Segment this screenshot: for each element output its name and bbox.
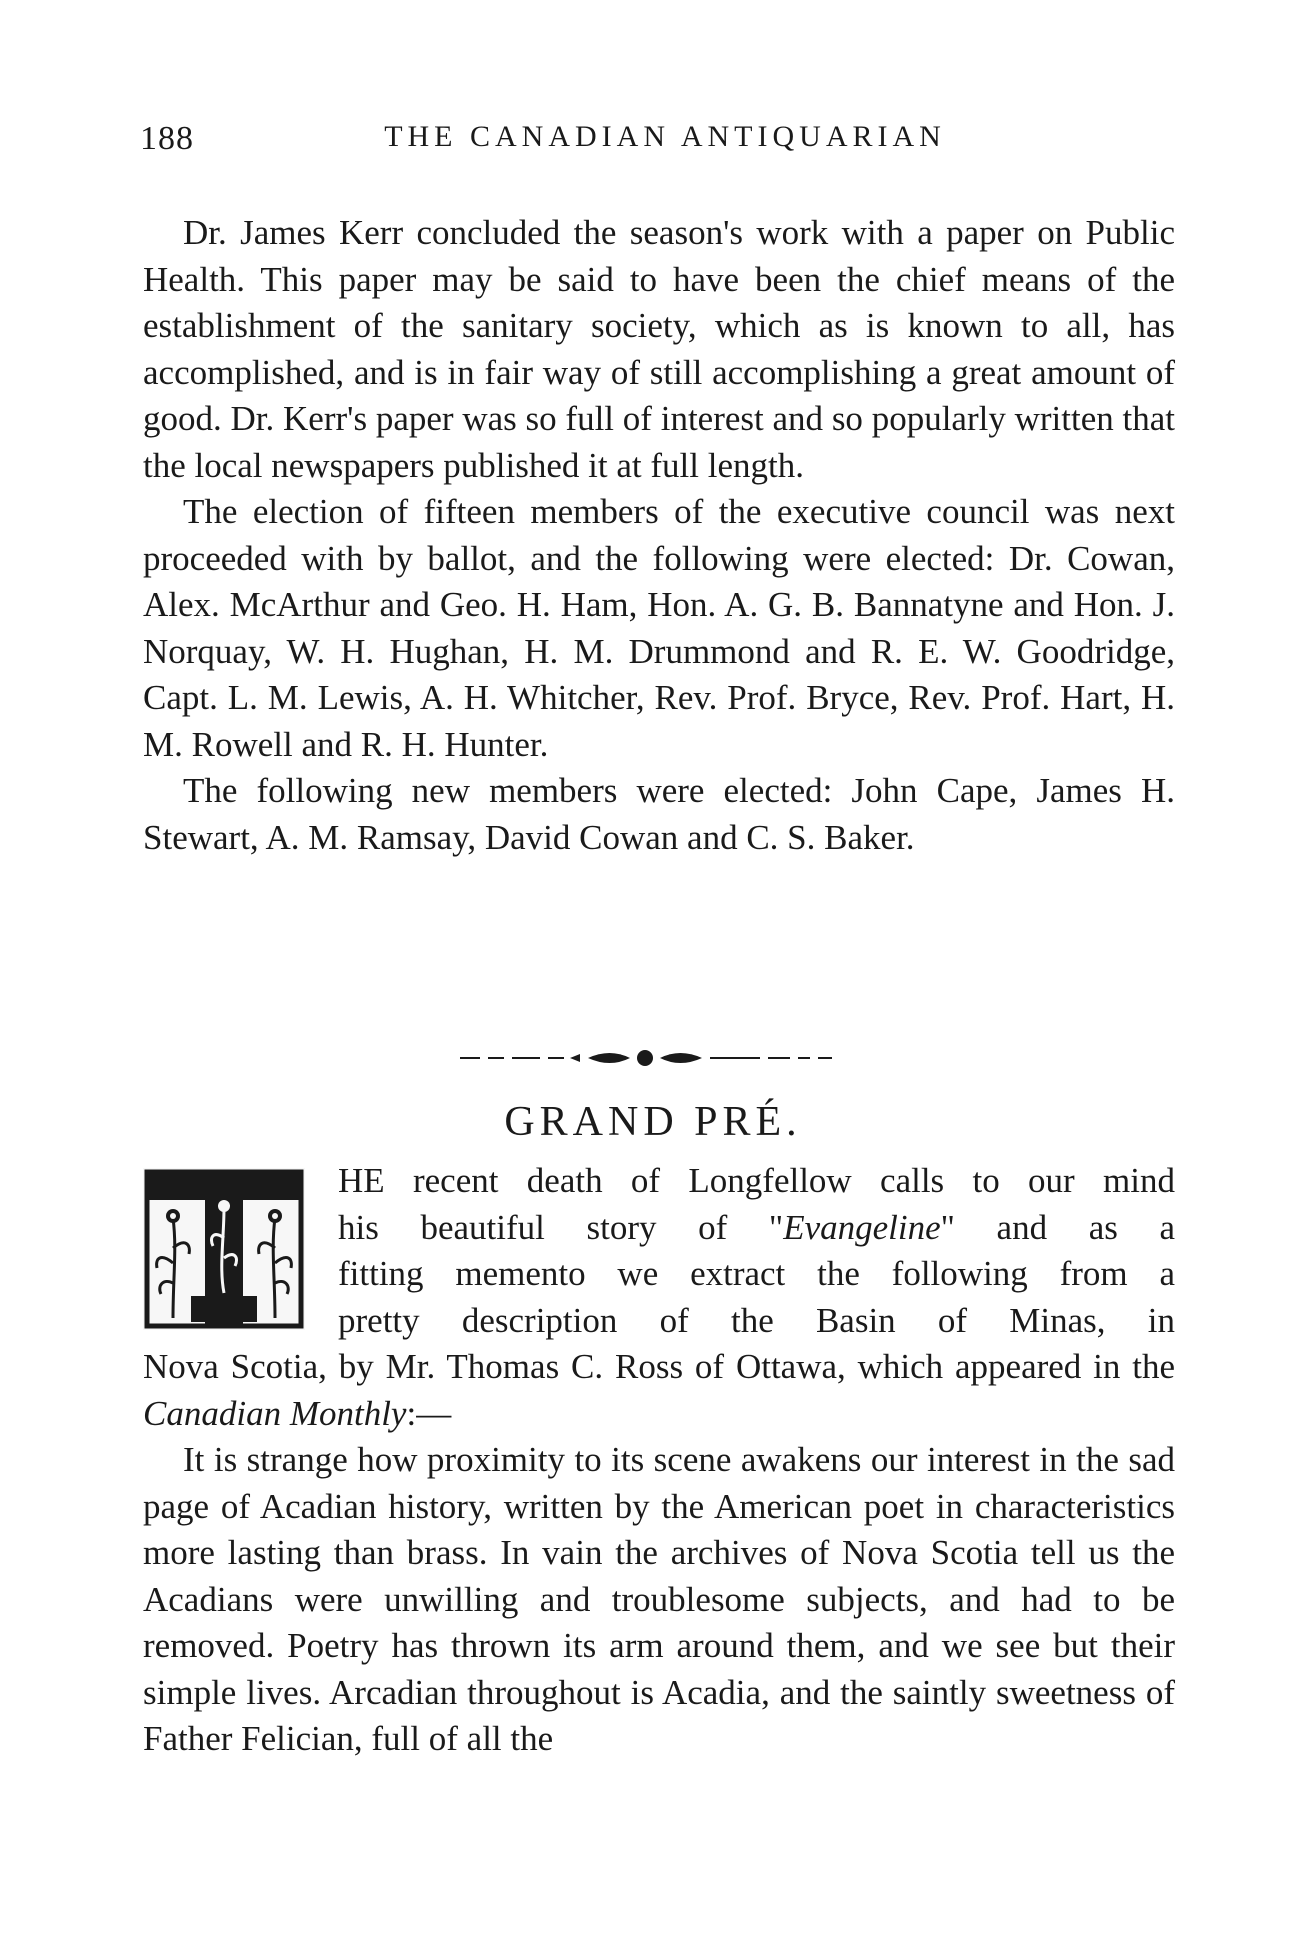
- paragraph-new-members: The following new members were elected: John Cape, James H. Stewart, A. M. Ramsay, David Cowan and C. S. Baker.: [143, 771, 1175, 857]
- body-text-bottom: [143, 1344, 1175, 1763]
- paragraph-acadian-history: It is strange how proximity to its scene awakens our interest in the sad page of Acadian history, written by the American poet in characteristics more lasting than brass. In vain the archives of Nova Scotia tell us the Acadians were unwilling and troublesome subjects, and had to be removed. Poetry has thrown its arm around them, and we see but their simple lives. Arcadian throughout is Acadia, and the saintly sweetness of Father Felician, full of all the: [143, 1440, 1175, 1758]
- section-lead-lines: [338, 1158, 1175, 1344]
- paragraph-election: The election of fifteen members of the executive council was next proceeded with by ballot, and the following were elected: Dr. Cowan, Alex. McArthur and Geo. H. Ham, Hon. A. G. B. Bannatyne and Hon. J. Norquay, W. H. Hughan, H. M. Drummond and R. E. W. Goodridge, Capt. L. M. Lewis, A. H. Whitcher, Rev. Prof. Bryce, Rev. Prof. Hart, H. M. Rowell and R. H. Hunter.: [143, 492, 1175, 764]
- section-title: GRAND PRÉ.: [504, 1099, 802, 1145]
- lead-line-2-tail: " and as a: [940, 1207, 1176, 1247]
- lead-line-2-text: his beautiful story of ": [338, 1207, 784, 1247]
- lead-continued-text: Nova Scotia, by Mr. Thomas C. Ross of Ottawa, which appeared in the: [143, 1347, 1175, 1386]
- lead-line-1: HE recent death of Longfellow calls to our mind: [338, 1161, 1175, 1200]
- lead-continued-colon: :—: [406, 1393, 452, 1433]
- lead-line-4: pretty description of the Basin of Minas, in: [338, 1300, 1175, 1340]
- evangeline-title: Evangeline: [783, 1207, 941, 1247]
- journal-title: THE CANADIAN ANTIQUARIAN: [384, 120, 946, 153]
- body-text-top: [143, 210, 1175, 861]
- ornamental-drop-cap-t-icon: [143, 1168, 305, 1330]
- paragraph-public-health: Dr. James Kerr concluded the season's work with a paper on Public Health. This paper may be said to have been the chief means of the establishment of the sanitary society, which as is known to all, has accomplished, and is in fair way of still accomplishing a great amount of good. Dr. Kerr's paper was so full of interest and so popularly written that the local newspapers published it at full length.: [143, 213, 1175, 485]
- magazine-title: Canadian Monthly: [143, 1393, 407, 1433]
- lead-line-2: [338, 1205, 1175, 1252]
- running-head: [140, 120, 1190, 170]
- lead-line-3: fitting memento we extract the following from a: [338, 1254, 1175, 1293]
- paragraph-lead-continued: [143, 1344, 1175, 1437]
- section-divider-ornament: [460, 1048, 840, 1068]
- page-number: 188: [140, 120, 194, 157]
